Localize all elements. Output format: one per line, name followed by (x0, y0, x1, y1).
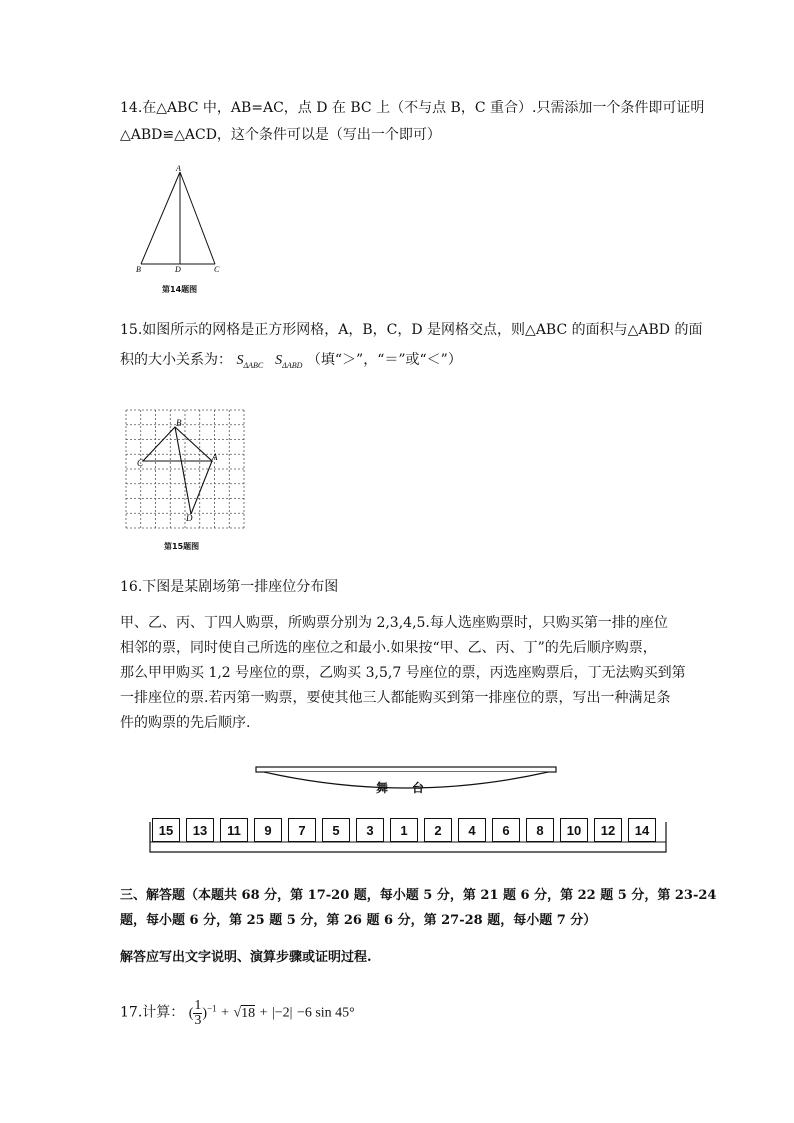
q15-s-abc: $S_{\Delta ABC}$ (236, 353, 264, 370)
section3-note: 解答应写出文字说明、演算步骤或证明过程. (120, 950, 372, 965)
seat-12[interactable]: 8 (526, 818, 554, 842)
seat-9[interactable]: 2 (424, 818, 452, 842)
q15-caption: 第15题图 (164, 542, 200, 551)
seat-4[interactable]: 9 (254, 818, 282, 842)
q15-label-d: D (186, 513, 193, 523)
q15-label-c: C (137, 458, 144, 468)
q14-line1: 14.在△ABC 中，AB=AC，点 D 在 BC 上（不与点 B，C 重合）.只需添加一个条件即可证明 (120, 100, 705, 116)
q15-grid-figure (124, 408, 248, 534)
q14-caption: 第14题图 (162, 285, 198, 294)
q16-line4: 一排座位的票.若丙第一购票，要使其他三人都能购买到第一排座位的票，写出一种满足条 (120, 690, 671, 706)
q16-title: 16.下图是某剧场第一排座位分布图 (120, 579, 339, 595)
seat-7[interactable]: 3 (356, 818, 384, 842)
q15-s-abd: $S_{\Delta ABD}$ (275, 353, 303, 370)
seat-10[interactable]: 4 (458, 818, 486, 842)
seat-5[interactable]: 7 (288, 818, 316, 842)
seat-6[interactable]: 5 (322, 818, 350, 842)
seat-13[interactable]: 10 (560, 818, 588, 842)
seat-15[interactable]: 14 (628, 818, 656, 842)
seat-11[interactable]: 6 (492, 818, 520, 842)
q15-line2-suffix: （填“＞”，“＝”或“＜”） (306, 352, 462, 368)
q17-expression (120, 988, 355, 1028)
q14-triangle-figure (128, 160, 228, 280)
q17-prefix: 17.计算： (120, 1004, 185, 1021)
q15-line2-prefix: 积的大小关系为： (120, 352, 232, 368)
q17-plus-2: + (259, 1005, 268, 1021)
seat-3[interactable]: 11 (220, 818, 248, 842)
seat-14[interactable]: 12 (594, 818, 622, 842)
seat-2[interactable]: 13 (186, 818, 214, 842)
seat-row (152, 818, 664, 844)
q17-tail: −6 sin 45° (296, 1005, 355, 1021)
section3-line2: 题，每小题 6 分，第 25 题 5 分，第 26 题 6 分，第 27-28 题，每小题 7 分） (120, 913, 597, 928)
section3-line1: 三、解答题（本题共 68 分，第 17-20 题，每小题 5 分，第 21 题 6 分，第 22 题 5 分，第 23-24 (120, 888, 717, 903)
q15-line1: 15.如图所示的网格是正方形网格，A，B，C，D 是网格交点，则△ABC 的面积与△ABD 的面 (120, 322, 703, 338)
seat-1[interactable]: 15 (152, 818, 180, 842)
seat-8[interactable]: 1 (390, 818, 418, 842)
q14-label-c: C (214, 265, 220, 274)
q16-line5: 件的购票的先后顺序. (120, 715, 251, 731)
stage-label: 舞 台 (376, 781, 425, 795)
q16-line2: 相邻的票，同时使自己所选的座位之和最小.如果按“甲、乙、丙、丁”的先后顺序购票， (120, 640, 657, 656)
q17-abs: |−2| (271, 1005, 293, 1021)
q15-label-b: B (176, 418, 182, 428)
q14-label-a: A (176, 164, 181, 173)
q16-line3: 那么甲甲购买 1,2 号座位的票，乙购买 3,5,7 号座位的票，丙选座购票后，丁无法购买到第 (120, 665, 686, 681)
q14-line2: △ABD≌△ACD，这个条件可以是（写出一个即可） (120, 127, 441, 143)
q15-label-a: A (212, 452, 218, 462)
q17-paren-fraction: ( $\frac{1}{3}$ )$^{-1}$ (188, 997, 217, 1028)
q17-plus-1: + (221, 1005, 229, 1021)
q15-line2 (120, 350, 462, 376)
q16-line1: 甲、乙、丙、丁四人购票，所购票分别为 2,3,4,5.每人选座购票时，只购买第一排的座位 (120, 615, 668, 631)
q17-sqrt: √18 (233, 1005, 256, 1021)
q14-label-d: D (175, 265, 181, 274)
q14-label-b: B (136, 265, 141, 274)
